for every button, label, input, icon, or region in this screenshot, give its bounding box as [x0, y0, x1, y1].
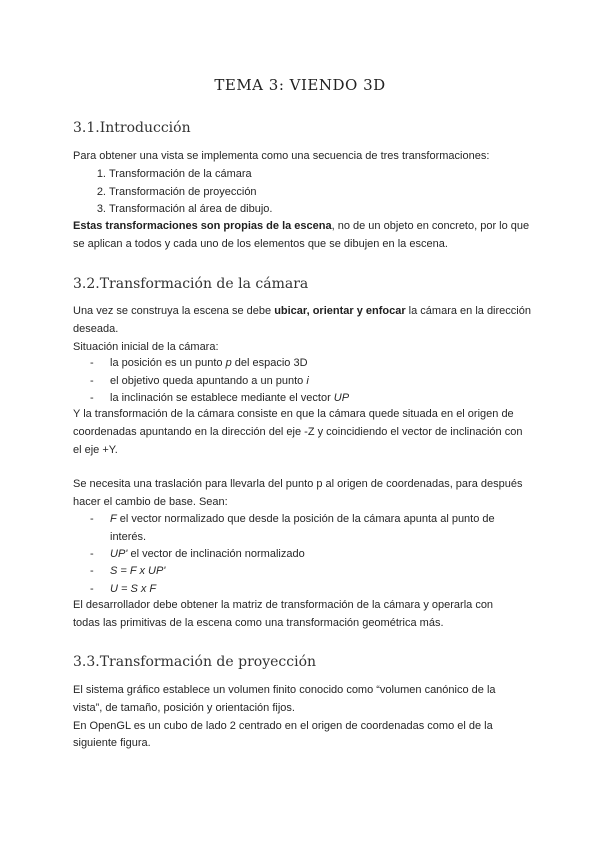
variable: U = S x F: [110, 583, 157, 595]
paragraph-line: En OpenGL es un cubo de lado 2 centrado en el origen de coordenadas como el de la: [73, 719, 493, 732]
paragraph-line: siguiente figura.: [73, 737, 151, 750]
paragraph-line: el eje +Y.: [73, 443, 118, 456]
page-title: TEMA 3: VIENDO 3D: [214, 76, 386, 94]
paragraph-text: la cámara en la dirección: [405, 305, 531, 317]
section2-paragraph3: [73, 406, 533, 459]
paragraph-line: hacer el cambio de base. Sean:: [73, 495, 228, 508]
list-item: [73, 184, 493, 202]
variable: UP: [333, 392, 350, 404]
list-item-text: [110, 546, 305, 564]
item-text: la posición es un punto: [110, 357, 226, 369]
variable: UP': [110, 548, 128, 560]
list-item: [90, 563, 530, 581]
variable: S = F x UP': [110, 565, 166, 577]
list-item-text: Transformación de la cámara: [109, 168, 252, 180]
item-text: del espacio 3D: [231, 357, 308, 369]
paragraph-line: vista”, de tamaño, posición y orientación fijos.: [73, 701, 295, 714]
item-text: el vector de inclinación normalizado: [127, 548, 305, 560]
list-item: [90, 355, 490, 373]
list-item-text: Transformación de proyección: [109, 186, 257, 198]
intro-text: Para obtener una vista se implementa como una secuencia de tres transformaciones:: [73, 150, 490, 162]
section-heading-camara: 3.2.Transformación de la cámara: [73, 276, 309, 292]
list-item: [90, 546, 530, 564]
dash-bullet: -: [90, 392, 94, 404]
variable: i: [306, 375, 309, 387]
paragraph-text: , no de un objeto en concreto, por lo que: [331, 220, 530, 232]
paragraph-line: [73, 303, 533, 321]
section-heading-introduccion: 3.1.Introducción: [73, 120, 191, 136]
section3-paragraph: [73, 682, 533, 753]
section1-paragraph: [73, 218, 533, 254]
dash-bullet: -: [90, 583, 94, 595]
dash-bullet: -: [90, 375, 94, 387]
list-item-text: [110, 563, 165, 581]
paragraph-line: El desarrollador debe obtener la matriz de transformación de la cámara y operarla con: [73, 599, 494, 611]
paragraph-line: Se necesita una traslación para llevarla del punto p al origen de coordenadas, para después: [73, 478, 523, 490]
list-item: [90, 373, 490, 391]
paragraph-line: Y la transformación de la cámara consiste en que la cámara quede situada en el origen de: [73, 408, 514, 420]
dash-bullet: -: [90, 548, 94, 560]
list-item: [90, 511, 530, 547]
paragraph-line: coordenadas apuntando en la dirección del eje -Z y coincidiendo el vector de inclinación con: [73, 425, 523, 438]
list-item: [73, 201, 493, 219]
list-item-text: [110, 511, 495, 529]
bold-phrase: ubicar, orientar y enfocar: [274, 305, 406, 317]
bold-phrase: Estas transformaciones son propias de la escena: [73, 220, 332, 232]
paragraph-line: Situación inicial de la cámara:: [73, 340, 219, 353]
section2-paragraph5: [73, 597, 533, 633]
list-item-text: [110, 355, 308, 373]
list-item-text: [110, 373, 309, 391]
list-item-continuation: interés.: [110, 530, 147, 543]
section2-paragraph4: [73, 476, 533, 512]
list-number: 2.: [96, 186, 106, 198]
dash-bullet: -: [90, 357, 94, 369]
variable: p: [225, 357, 232, 369]
item-text: el vector normalizado que desde la posición de la cámara apunta al punto de: [116, 513, 495, 525]
list-item: [73, 166, 493, 184]
variable: F: [110, 513, 117, 525]
paragraph-text: Una vez se construya la escena se debe: [73, 305, 275, 317]
section1-intro: [73, 148, 533, 166]
list-number: 3.: [96, 203, 106, 215]
list-number: 1.: [96, 168, 106, 180]
item-text: el objetivo queda apuntando a un punto: [110, 375, 307, 387]
paragraph-line: deseada.: [73, 322, 119, 335]
section2-paragraph1: [73, 303, 533, 356]
paragraph-line: El sistema gráfico establece un volumen finito conocido como “volumen canónico de la: [73, 684, 496, 696]
paragraph-line: se aplican a todos y cada uno de los elementos que se dibujen en la escena.: [73, 237, 448, 250]
section-heading-proyeccion: 3.3.Transformación de proyección: [73, 654, 317, 670]
list-item-text: Transformación al área de dibujo.: [109, 203, 273, 215]
paragraph-line: [73, 218, 533, 236]
item-text: la inclinación se establece mediante el vector: [110, 392, 334, 404]
dash-bullet: -: [90, 513, 94, 525]
dash-bullet: -: [90, 565, 94, 577]
paragraph-line: todas las primitivas de la escena como una transformación geométrica más.: [73, 616, 444, 629]
